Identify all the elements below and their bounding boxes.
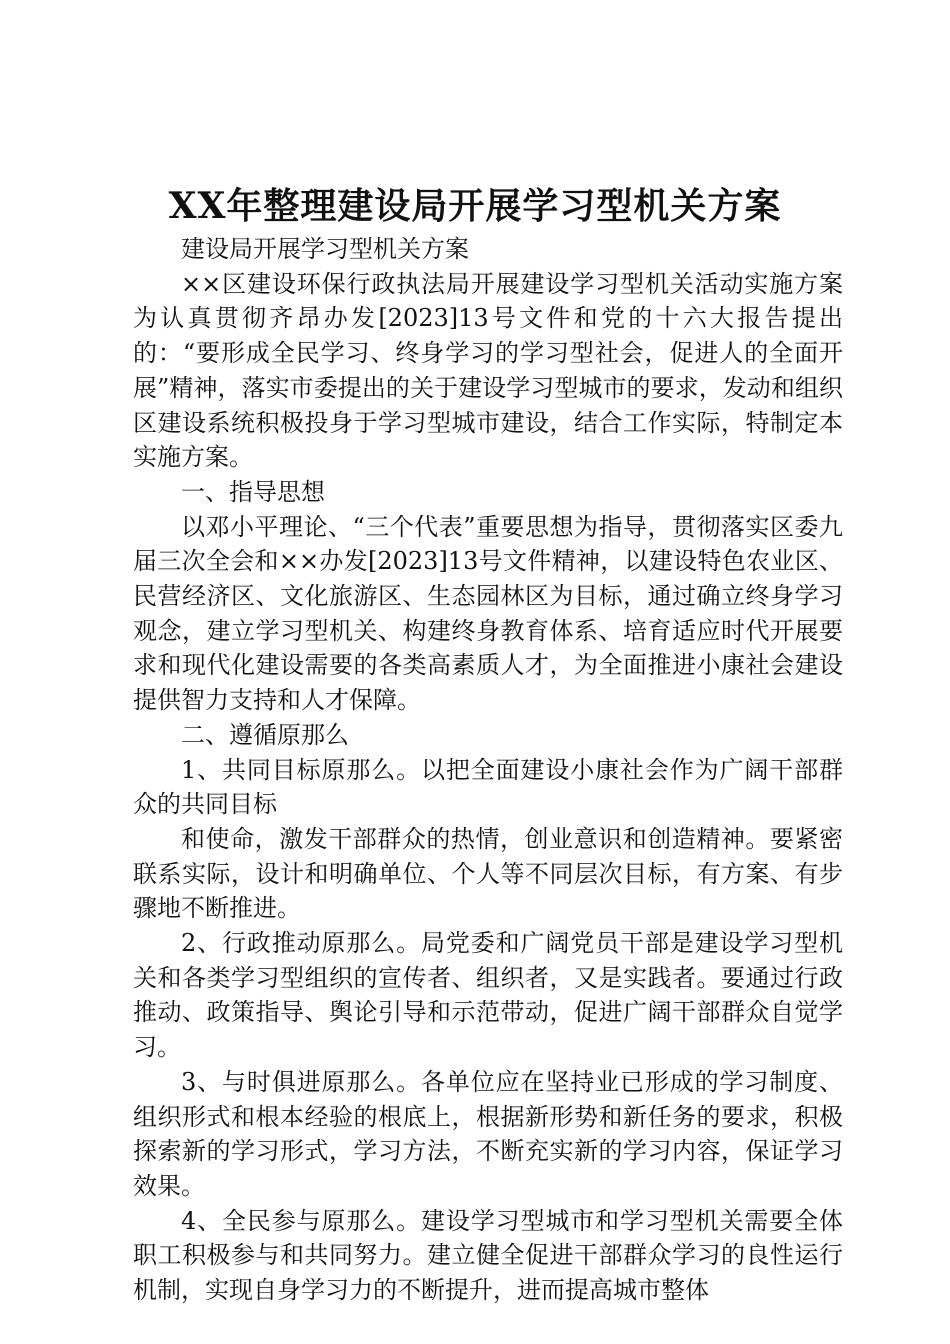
principle-1-continued-paragraph: 和使命，激发干部群众的热情，创业意识和创造精神。要紧密联系实际，设计和明确单位、个人等不同层次目标，有方案、有步骤地不断推进。 [133,824,843,923]
section-heading-principles: 二、遵循原那么 [181,720,349,749]
principle-1-paragraph: 1、共同目标原那么。以把全面建设小康社会作为广阔干部群众的共同目标 [133,755,843,819]
section-heading-guiding-ideology: 一、指导思想 [181,477,325,506]
subtitle-paragraph: 建设局开展学习型机关方案 [181,235,469,263]
intro-paragraph: ××区建设环保行政执法局开展建设学习型机关活动实施方案为认真贯彻齐昂办发[2023]13号文件和党的十六大报告提出的：“要形成全民学习、终身学习的学习型社会，促进人的全面开展”精神，落实市委提出的关于建设学习型城市的要求，发动和组织区建设系统积极投身于学习型城市建设，结合工作实际，特制定本实施方案。 [133,269,843,472]
guiding-ideology-paragraph: 以邓小平理论、“三个代表”重要思想为指导，贯彻落实区委九届三次全会和××办发[2023]13号文件精神，以建设特色农业区、民营经济区、文化旅游区、生态园林区为目标，通过确立终身学习观念，建立学习型机关、构建终身教育体系、培育适应时代开展要求和现代化建设需要的各类高素质人才，为全面推进小康社会建设提供智力支持和人才保障。 [133,512,843,715]
document-title: XX年整理建设局开展学习型机关方案 [168,185,782,227]
principle-3-paragraph: 3、与时俱进原那么。各单位应在坚持业已形成的学习制度、组织形式和根本经验的根底上，根据新形势和新任务的要求，积极探索新的学习形式，学习方法，不断充实新的学习内容，保证学习效果。 [133,1067,843,1200]
principle-2-paragraph: 2、行政推动原那么。局党委和广阔党员干部是建设学习型机关和各类学习型组织的宣传者、组织者，又是实践者。要通过行政推动、政策指导、舆论引导和示范带动，促进广阔干部群众自觉学习。 [133,929,843,1062]
principle-4-paragraph: 4、全民参与原那么。建设学习型城市和学习型机关需要全体职工积极参与和共同努力。建立健全促进干部群众学习的良性运行机制，实现自身学习力的不断提升，进而提高城市整体 [133,1206,843,1305]
document-body [133,232,843,1308]
